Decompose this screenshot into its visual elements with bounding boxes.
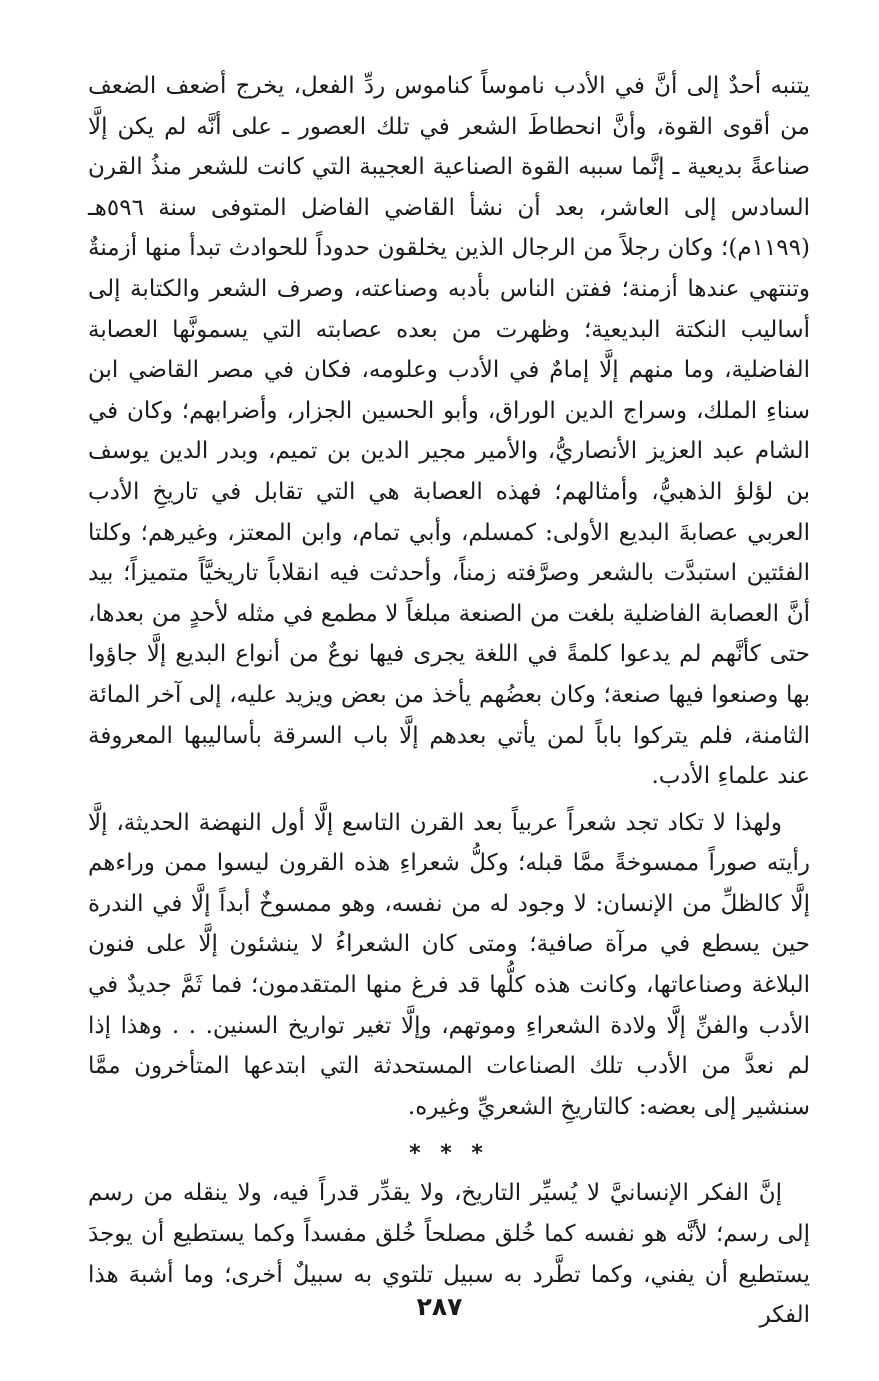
paragraph-1: يتنبه أحدٌ إلى أنَّ في الأدب ناموساً كناموس ردِّ الفعل، يخرج أضعف الضعف من أقوى القوة، وأنَّ انحطاطَ الشعر في تلك العصور ـ على أنَّه لم يكن إلَّا صناعةً بديعية ـ إنَّما سببه القوة الصناعية العجيبة التي كانت للشعر منذُ القرن السادس إلى العاشر، بعد أن نشأ القاضي الفاضل المتوفى سنة ٥٩٦هـ (١١٩٩م)؛ وكان رجلاً من الرجال الذين يخلقون حدوداً للحوادث تبدأ منها أزمنةٌ وتنتهي عندها أزمنة؛ ففتن الناس بأدبه وصناعته، وصرف الشعر والكتابة إلى أساليب النكتة البديعية؛ وظهرت من بعده عصابته التي يسمونَّها العصابة الفاضلية، وما منهم إلَّا إمامٌ في الأدب وعلومه، فكان في مصر القاضي ابن سناءِ الملك، وسراج الدين الوراق، وأبو الحسين الجزار، وأضرابهم؛ وكان في الشام عبد العزيز الأنصاريُّ، والأمير مجير الدين بن تميم، وبدر الدين يوسف بن لؤلؤ الذهبيُّ، وأمثالهم؛ فهذه العصابة هي التي تقابل في تاريخِ الأدب العربي عصابةَ البديع الأولى: كمسلم، وأبي تمام، وابن المعتز، وغيرهم؛ وكلتا الفئتين استبدَّت بالشعر وصرَّفته زمناً، وأحدثت فيه انقلاباً تاريخيَّاً متميزاً؛ بيد أنَّ العصابة الفاضلية بلغت من الصنعة مبلغاً لا مطمع في مثله لأحدٍ من بعدها، حتى كأنَّهم لم يدعوا كلمةً في اللغة يجرى فيها نوعٌ من أنواع البديع إلَّا جاؤوا بها وصنعوا فيها صنعة؛ وكان بعضُهم يأخذ من بعض ويزيد عليه، إلى آخر المائة الثامنة، فلم يتركوا باباً لمن يأتي بعدهم إلَّا باب السرقة بأساليبها المعروفة عند علماءِ الأدب. xyxy=(88,73,810,790)
page-number: ٢٨٧ xyxy=(416,1292,463,1321)
paragraph-2: ولهذا لا تكاد تجد شعراً عربياً بعد القرن التاسع إلَّا أول النهضة الحديثة، إلَّا رأيته صوراً ممسوخةً ممَّا قبله؛ وكلُّ شعراءِ هذه القرون ليسوا ممن وراءهم إلَّا كالظلِّ من الإنسان: لا وجود له من نفسه، وهو ممسوخٌ أبداً إلَّا في الندرة حين يسطع في مرآة صافية؛ ومتى كان الشعراءُ لا ينشئون إلَّا على فنون البلاغة وصناعاتها، وكانت هذه كلُّها قد فرغ منها المتقدمون؛ فما ثَمَّ جديدٌ في الأدب والفنِّ إلَّا ولادة الشعراءِ وموتهم، وإلَّا تغير تواريخ السنين. . . وهذا إذا لم نعدَّ من الأدب تلك الصناعات المستحدثة التي ابتدعها المتأخرون ممَّا سنشير إلى بعضه: كالتاريخِ الشعريِّ وغيره. xyxy=(88,809,810,1120)
section-separator: * * * xyxy=(409,1141,489,1167)
page-body xyxy=(88,66,810,1336)
paragraph-3: إنَّ الفكر الإنسانيَّ لا يُسيِّر التاريخ، ولا يقدِّر قدراً فيه، ولا ينقله من رسم إلى رسم؛ لأنَّه هو نفسه كما خُلق مصلحاً خُلق مفسداً وكما يستطيع أن يوجدَ يستطيع أن يفني، وكما تطَّرد به سبيل تلتوي به سبيلٌ أخرى؛ وما أشبهَ هذا الفكر xyxy=(88,1180,810,1329)
